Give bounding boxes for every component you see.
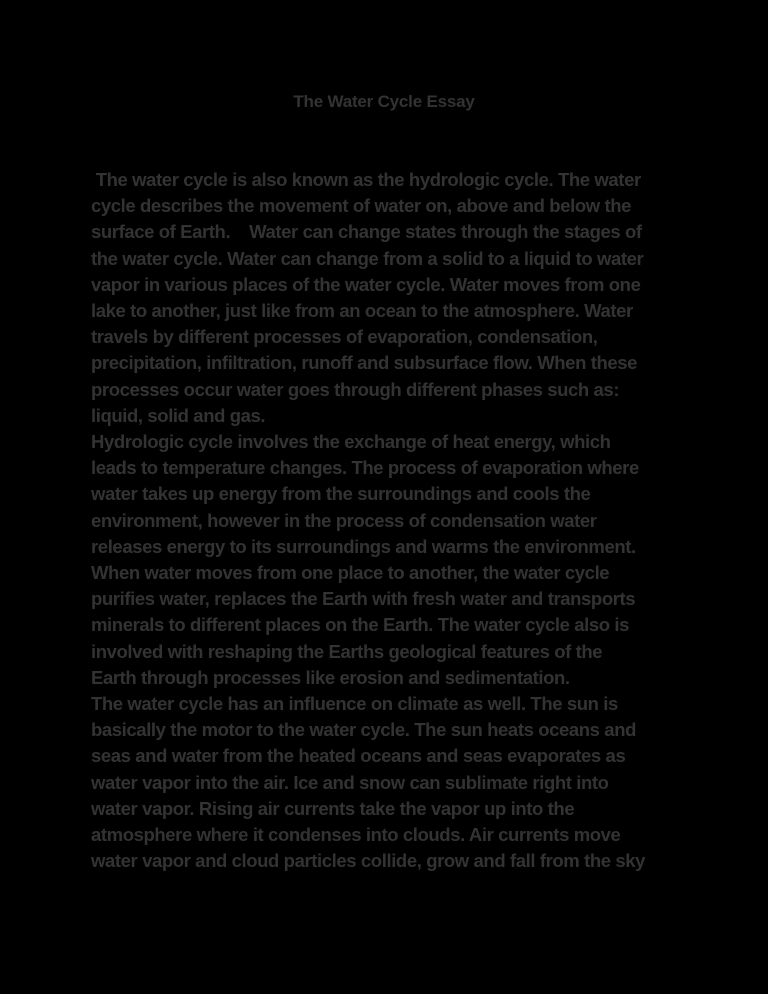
text-line: basically the motor to the water cycle. The sun heats oceans and bbox=[91, 719, 636, 741]
text-line: Earth through processes like erosion and sedimentation. bbox=[91, 666, 570, 688]
text-line: releases energy to its surroundings and warms the environment. bbox=[91, 535, 636, 557]
text-line: leads to temperature changes. The process of evaporation where bbox=[91, 457, 639, 479]
text-line: atmosphere where it condenses into clouds. Air currents move bbox=[91, 824, 621, 846]
text-line: The water cycle has an influence on climate as well. The sun is bbox=[91, 693, 618, 715]
text-line: minerals to different places on the Earth. The water cycle also is bbox=[91, 614, 630, 636]
text-line: water vapor and cloud particles collide, grow and fall from the sky bbox=[91, 850, 646, 872]
text-line: travels by different processes of evaporation, condensation, bbox=[91, 326, 598, 348]
text-line: vapor in various places of the water cycle. Water moves from one bbox=[91, 273, 641, 295]
text-line: the water cycle. Water can change from a solid to a liquid to water bbox=[91, 247, 644, 269]
text-line: water vapor into the air. Ice and snow can sublimate right into bbox=[91, 771, 609, 793]
text-line: processes occur water goes through different phases such as: bbox=[91, 378, 620, 400]
document-title: The Water Cycle Essay bbox=[293, 92, 475, 111]
text-line: environment, however in the process of condensation water bbox=[91, 509, 597, 531]
text-line: cycle describes the movement of water on, above and below the bbox=[91, 195, 632, 217]
text-line: lake to another, just like from an ocean to the atmosphere. Water bbox=[91, 300, 633, 322]
text-line: water vapor. Rising air currents take the vapor up into the bbox=[91, 797, 575, 819]
text-line: When water moves from one place to another, the water cycle bbox=[91, 562, 610, 584]
text-line: liquid, solid and gas. bbox=[91, 404, 266, 426]
text-line: surface of Earth. Water can change states through the stages of bbox=[91, 221, 642, 243]
text-line: seas and water from the heated oceans and seas evaporates as bbox=[91, 745, 626, 767]
text-line: water takes up energy from the surroundings and cools the bbox=[91, 483, 591, 505]
text-line: Hydrologic cycle involves the exchange of heat energy, which bbox=[91, 431, 611, 453]
text-line: The water cycle is also known as the hydrologic cycle. The water bbox=[91, 169, 641, 190]
document-body bbox=[91, 167, 691, 874]
text-line: precipitation, infiltration, runoff and subsurface flow. When these bbox=[91, 352, 638, 374]
text-line: purifies water, replaces the Earth with fresh water and transports bbox=[91, 588, 636, 610]
text-line: involved with reshaping the Earths geological features of the bbox=[91, 640, 603, 662]
